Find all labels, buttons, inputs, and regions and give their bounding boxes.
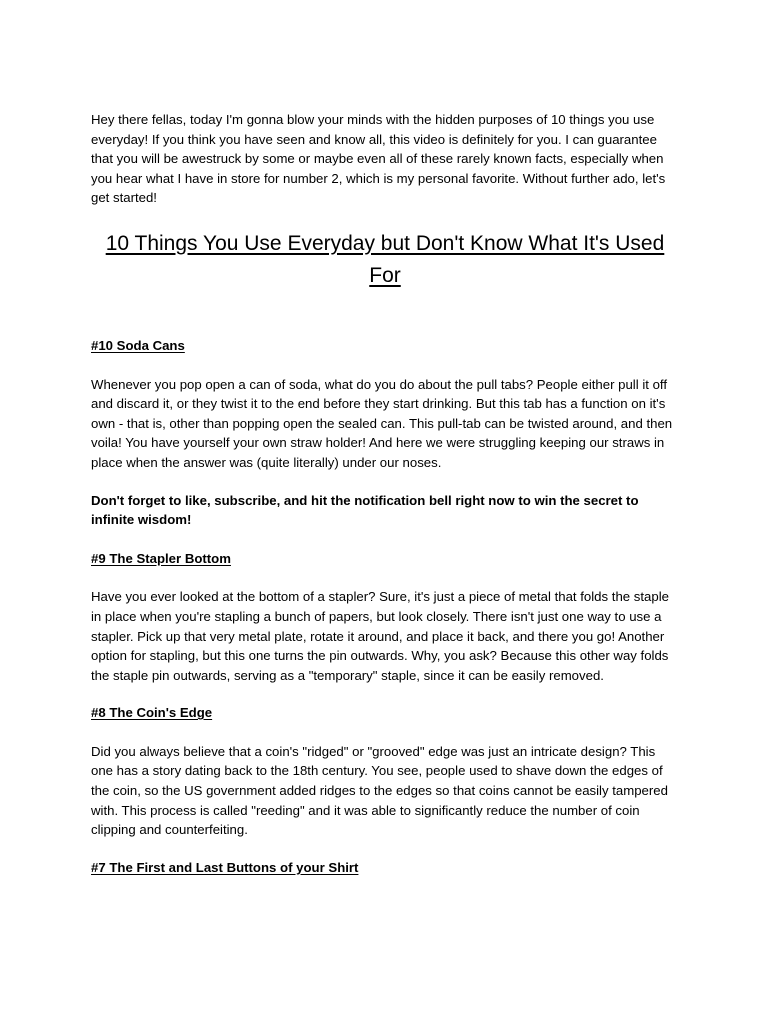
section-heading-coin-edge: #8 The Coin's Edge <box>91 705 213 721</box>
section-heading-shirt-buttons: #7 The First and Last Buttons of your Shirt <box>91 859 359 875</box>
section-heading-stapler-bottom: #9 The Stapler Bottom <box>91 550 231 566</box>
section-body-stapler-bottom: Have you ever looked at the bottom of a stapler? Sure, it's just a piece of metal that folds the staple in place when you're stapling a bunch of papers, but look closely. There isn't just one way to use a stapler. Pick up that very metal plate, rotate it around, and place it back, and there you go! Another option for stapling, but this one turns the pin outwards. Why, you ask? Because this other way folds the staple pin outwards, serving as a "temporary" staple, since it can be easily removed. <box>91 589 669 683</box>
section-body-coin-edge: Did you always believe that a coin's "ridged" or "grooved" edge was just an intricate design? This one has a story dating back to the 18th century. You see, people used to shave down the edges of the coin, so the US government added ridges to the edges so that coins cannot be easily tampered with. This process is called "reeding" and it was able to significantly reduce the number of coin clipping and counterfeiting. <box>91 743 668 838</box>
call-to-action: Don't forget to like, subscribe, and hit the notification bell right now to win the secret to infinite wisdom! <box>91 492 639 528</box>
document-title: 10 Things You Use Everyday but Don't Know What It's Used For <box>105 231 665 287</box>
section-heading-soda-cans: #10 Soda Cans <box>91 337 185 353</box>
section-body-soda-cans: Whenever you pop open a can of soda, what do you do about the pull tabs? People either pull it off and discard it, or they twist it to the end before they start drinking. But this tab has a function on it's own - that is, other than popping open the sealed can. This pull-tab can be twisted around, and then voila! You have yourself your own straw holder! And here we were struggling keeping our straws in place when the answer was (quite literally) under our noses. <box>91 376 673 470</box>
document-page <box>91 110 679 896</box>
intro-paragraph: Hey there fellas, today I'm gonna blow your minds with the hidden purposes of 10 things you use everyday! If you think you have seen and know all, this video is definitely for you. I can guarantee that you will be awestruck by some or maybe even all of these rarely known facts, especially when you hear what I have in store for number 2, which is my personal favorite. Without further ado, let's get started! <box>91 112 666 206</box>
